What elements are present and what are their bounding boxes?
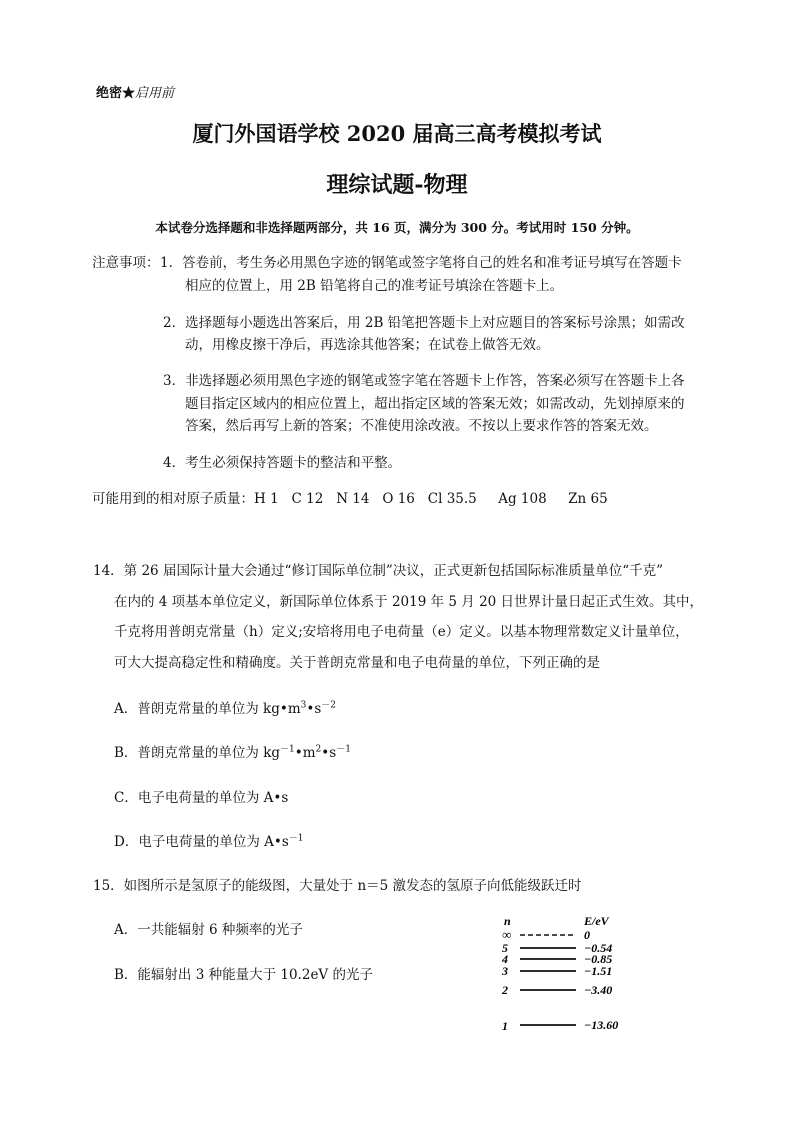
level-2-e: −3.40	[584, 983, 613, 997]
q15-option-b: B．能辐射出 3 种能量大于 10.2eV 的光子	[114, 967, 373, 983]
level-2-n: 2	[502, 983, 508, 997]
level-4-n: 4	[502, 952, 508, 966]
diagram-energy-label: E/eV	[584, 914, 609, 928]
q14-option-b-exp-3: －1	[336, 744, 351, 755]
q14-option-b-unit-1: •m	[294, 745, 316, 761]
diagram-n-label: n	[504, 914, 511, 928]
notice-item-1-line-2: 相应的位置上，用 2B 铅笔将自己的准考证号填涂在答题卡上。	[185, 278, 564, 294]
level-inf-n: ∞	[502, 927, 512, 942]
notice-item-2-line-2: 动，用橡皮擦干净后，再选涂其他答案；在试卷上做答无效。	[185, 337, 550, 353]
confidential-mark	[96, 82, 174, 101]
q14-option-b-unit-2: •s	[321, 745, 337, 761]
notice-item-3-line-2: 题目指定区域内的相应位置上，超出指定区域的答案无效；如需改动，先划掉原来的	[185, 396, 685, 412]
q14-option-a-text: A．普朗克常量的单位为 kg•m	[114, 701, 301, 717]
q14-option-b	[114, 741, 351, 761]
confidential-note: 启用前	[135, 86, 175, 101]
q15-stem: 15．如图所示是氢原子的能级图，大量处于 n＝5 激发态的氢原子向低能级跃迁时	[93, 878, 582, 894]
level-5-e: −0.54	[584, 941, 613, 955]
q14-option-b-exp-2: 2	[315, 744, 322, 755]
q14-option-d-exp-1: －1	[288, 833, 304, 844]
exam-title: 厦门外国语学校 2020 届高三高考模拟考试	[192, 121, 602, 146]
level-3-n: 3	[502, 964, 508, 978]
q14-option-d-text: D．电子电荷量的单位为 A•s	[114, 834, 289, 850]
notice-item-3-line-3: 答案，然后再写上新的答案；不准使用涂改液。不按以上要求作答的答案无效。	[185, 418, 658, 434]
level-4-e: −0.85	[584, 952, 613, 966]
q14-option-b-exp-1: －1	[280, 744, 295, 755]
notice-item-1-line-1: 1．答卷前，考生务必用黑色字迹的钢笔或签字笔将自己的姓名和准考证号填写在答题卡	[160, 255, 682, 271]
q14-option-a	[114, 697, 336, 717]
energy-level-diagram	[490, 908, 650, 1034]
exam-description: 本试卷分选择题和非选择题两部分，共 16 页，满分为 300 分。考试用时 150 分钟。	[155, 220, 639, 235]
q14-option-a-unit: •s	[306, 701, 322, 717]
q14-line-3: 千克将用普朗克常量（h）定义;安培将用电子电荷量（e）定义。以基本物理常数定义计量单位，	[114, 624, 689, 640]
atomic-mass-list: 可能用到的相对原子质量：H 1 C 12 N 14 O 16 Cl 35.5 Ag 108 Zn 65	[92, 491, 608, 507]
q14-line-1: 14．第 26 届国际计量大会通过“修订国际单位制”决议，正式更新包括国际标准质量单位“千克”	[93, 563, 664, 579]
level-3-e: −1.51	[584, 964, 613, 978]
level-1-n: 1	[502, 1019, 508, 1033]
q14-option-c: C．电子电荷量的单位为 A•s	[114, 790, 289, 806]
q14-line-4: 可大大提高稳定性和精确度。关于普朗克常量和电子电荷量的单位，下列正确的是	[114, 655, 600, 671]
notice-item-2-line-1: 2．选择题每小题选出答案后，用 2B 铅笔把答题卡上对应题目的答案标号涂黑；如需改	[163, 315, 685, 331]
q14-line-2: 在内的 4 项基本单位定义，新国际单位体系于 2019 年 5 月 20 日世界计量日起正式生效。其中，	[114, 594, 704, 610]
notice-label: 注意事项：	[92, 255, 160, 271]
notice-item-3-line-1: 3．非选择题必须用黑色字迹的钢笔或签字笔在答题卡上作答，答案必须写在答题卡上各	[163, 373, 685, 389]
exam-subtitle: 理综试题-物理	[326, 172, 468, 198]
confidential-label: 绝密★	[96, 86, 136, 101]
level-1-e: −13.60	[584, 1018, 619, 1032]
q14-option-a-exp-2: －2	[321, 700, 337, 711]
level-inf-e: 0	[584, 928, 590, 942]
q15-option-a: A．一共能辐射 6 种频率的光子	[114, 922, 303, 938]
level-5-n: 5	[502, 941, 508, 955]
notice-item-4-line-1: 4．考生必须保持答题卡的整洁和平整。	[163, 455, 402, 471]
q14-option-d	[114, 830, 304, 850]
q14-option-a-exp-1: 3	[300, 700, 307, 711]
q14-option-b-text: B．普朗克常量的单位为 kg	[114, 745, 281, 761]
